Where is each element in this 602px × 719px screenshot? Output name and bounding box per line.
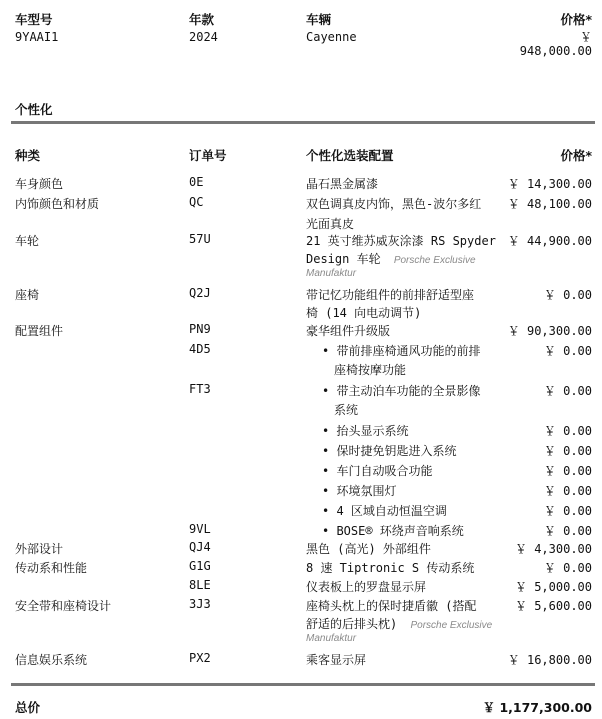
row-desc: 豪华组件升级版 bbox=[306, 324, 391, 338]
col-type-header: 种类 bbox=[15, 148, 41, 163]
package-item: • BOSE® 环绕声音响系统 bbox=[322, 524, 464, 538]
package-item-line1: • 带前排座椅通风功能的前排 bbox=[322, 344, 481, 358]
package-item: • 4 区域自动恒温空调 bbox=[322, 504, 447, 518]
base-price-value: 948,000.00 bbox=[519, 44, 592, 58]
exclusive-note-line2: Manufaktur bbox=[306, 268, 357, 279]
row-code: QJ4 bbox=[189, 540, 211, 554]
row-type: 传动系和性能 bbox=[15, 561, 88, 575]
row-type: 信息娱乐系统 bbox=[15, 653, 88, 667]
row-price: ￥ 0.00 bbox=[543, 288, 592, 302]
row-price: ￥ 0.00 bbox=[543, 384, 592, 398]
row-desc-line1: 带记忆功能组件的前排舒适型座 bbox=[306, 288, 475, 302]
row-type: 车轮 bbox=[15, 234, 40, 248]
model-year-value: 2024 bbox=[189, 30, 218, 44]
package-item-line2: 座椅按摩功能 bbox=[334, 363, 407, 377]
model-code-label: 车型号 bbox=[15, 12, 53, 27]
exclusive-note-line2: Manufaktur bbox=[306, 633, 357, 644]
row-code: 3J3 bbox=[189, 597, 211, 611]
package-item: • 保时捷免钥匙进入系统 bbox=[322, 444, 457, 458]
model-code-value: 9YAAI1 bbox=[15, 30, 59, 44]
row-type: 安全带和座椅设计 bbox=[15, 599, 112, 613]
row-type: 车身颜色 bbox=[15, 177, 64, 191]
row-type: 外部设计 bbox=[15, 542, 64, 556]
row-code: PN9 bbox=[189, 322, 211, 336]
vehicle-label: 车辆 bbox=[306, 12, 332, 27]
row-price: ￥ 0.00 bbox=[543, 524, 592, 538]
row-desc-line2: 椅 (14 向电动调节) bbox=[306, 306, 422, 320]
row-price: ￥ 90,300.00 bbox=[507, 324, 592, 338]
section-divider bbox=[11, 121, 595, 124]
row-price: ￥ 14,300.00 bbox=[507, 177, 592, 191]
row-price: ￥ 0.00 bbox=[543, 484, 592, 498]
row-desc: 乘客显示屏 bbox=[306, 653, 367, 667]
row-code: 0E bbox=[189, 175, 204, 189]
row-code: 4D5 bbox=[189, 342, 211, 356]
col-price-header: 价格* bbox=[560, 148, 592, 163]
row-price: ￥ 0.00 bbox=[543, 504, 592, 518]
row-code: Q2J bbox=[189, 286, 211, 300]
price-label: 价格* bbox=[560, 12, 592, 27]
row-desc: 晶石黑金属漆 bbox=[306, 177, 379, 191]
row-code: 8LE bbox=[189, 578, 211, 592]
package-item-line1: • 带主动泊车功能的全景影像 bbox=[322, 384, 481, 398]
total-label: 总价 bbox=[15, 700, 41, 715]
row-desc: 仪表板上的罗盘显示屏 bbox=[306, 580, 427, 594]
row-type: 配置组件 bbox=[15, 324, 64, 338]
section-title: 个性化 bbox=[15, 102, 53, 117]
row-price: ￥ 0.00 bbox=[543, 444, 592, 458]
row-desc-line2 bbox=[306, 250, 476, 267]
row-desc-line2: 光面真皮 bbox=[306, 217, 355, 231]
vehicle-value: Cayenne bbox=[306, 30, 357, 44]
row-price: ￥ 0.00 bbox=[543, 464, 592, 478]
row-desc-line2-text: Design 车轮 bbox=[306, 252, 381, 266]
row-code: QC bbox=[189, 195, 204, 209]
row-desc-line2-text: 舒适的后排头枕) bbox=[306, 617, 398, 631]
row-desc: 8 速 Tiptronic S 传动系统 bbox=[306, 561, 475, 575]
row-desc-line1: 座椅头枕上的保时捷盾徽 (搭配 bbox=[306, 599, 477, 613]
row-price: ￥ 0.00 bbox=[543, 344, 592, 358]
row-code: 9VL bbox=[189, 522, 211, 536]
row-price: ￥ 16,800.00 bbox=[507, 653, 592, 667]
currency-symbol: ￥ bbox=[579, 30, 592, 44]
row-price: ￥ 44,900.00 bbox=[507, 234, 592, 248]
package-item: • 车门自动吸合功能 bbox=[322, 464, 433, 478]
row-code: 57U bbox=[189, 232, 211, 246]
row-desc: 黑色 (高光) 外部组件 bbox=[306, 542, 431, 556]
row-desc-line1: 21 英寸维苏威灰涂漆 RS Spyder bbox=[306, 234, 496, 248]
row-code: FT3 bbox=[189, 382, 211, 396]
row-price: ￥ 4,300.00 bbox=[514, 542, 592, 556]
total-divider bbox=[11, 683, 595, 686]
col-order-header: 订单号 bbox=[189, 148, 227, 163]
exclusive-note: Porsche Exclusive bbox=[393, 255, 476, 266]
package-item-line2: 系统 bbox=[334, 403, 359, 417]
package-item: • 环境氛围灯 bbox=[322, 484, 397, 498]
row-price: ￥ 48,100.00 bbox=[507, 197, 592, 211]
row-price: ￥ 5,600.00 bbox=[514, 599, 592, 613]
row-code: PX2 bbox=[189, 651, 211, 665]
row-desc-line2 bbox=[306, 615, 492, 632]
row-type: 座椅 bbox=[15, 288, 40, 302]
package-item: • 抬头显示系统 bbox=[322, 424, 409, 438]
total-value: ￥ 1,177,300.00 bbox=[482, 700, 592, 715]
col-config-header: 个性化选装配置 bbox=[306, 148, 394, 163]
row-price: ￥ 0.00 bbox=[543, 424, 592, 438]
row-type: 内饰颜色和材质 bbox=[15, 197, 100, 211]
row-price: ￥ 5,000.00 bbox=[514, 580, 592, 594]
model-year-label: 年款 bbox=[189, 12, 215, 27]
exclusive-note: Porsche Exclusive bbox=[410, 620, 493, 631]
row-price: ￥ 0.00 bbox=[543, 561, 592, 575]
row-desc-line1: 双色调真皮内饰，黑色-波尔多红 bbox=[306, 197, 482, 211]
row-code: G1G bbox=[189, 559, 211, 573]
